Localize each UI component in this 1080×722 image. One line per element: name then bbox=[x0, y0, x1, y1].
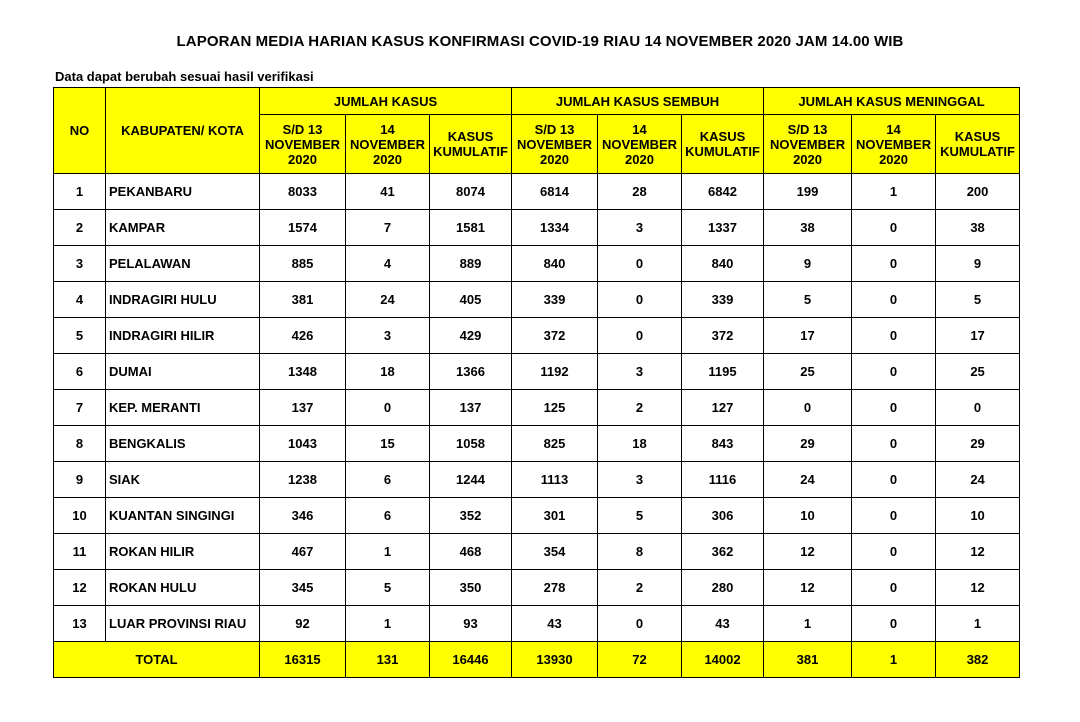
table-row bbox=[54, 462, 1020, 498]
value-cell-deaths-until-13-nov: 25 bbox=[764, 354, 852, 390]
value-cell-recovered-until-13-nov: 301 bbox=[512, 498, 598, 534]
value-cell-cases-14-nov: 18 bbox=[346, 354, 430, 390]
value-cell-cases-14-nov: 15 bbox=[346, 426, 430, 462]
value-cell-recovered-until-13-nov: 6814 bbox=[512, 174, 598, 210]
total-cell-deaths-until-13-nov: 381 bbox=[764, 642, 852, 678]
header-sub-line: KUMULATIF bbox=[940, 144, 1015, 159]
header-group-cases: JUMLAH KASUS bbox=[260, 88, 512, 115]
value-cell-recovered-until-13-nov: 354 bbox=[512, 534, 598, 570]
value-cell-cases-until-13-nov: 345 bbox=[260, 570, 346, 606]
value-cell-deaths-14-nov: 0 bbox=[852, 210, 936, 246]
table-row bbox=[54, 498, 1020, 534]
value-cell-recovered-cumulative: 127 bbox=[682, 390, 764, 426]
value-cell-deaths-14-nov: 0 bbox=[852, 318, 936, 354]
value-cell-cases-cumulative: 468 bbox=[430, 534, 512, 570]
row-number: 8 bbox=[54, 426, 106, 462]
value-cell-recovered-cumulative: 372 bbox=[682, 318, 764, 354]
header-sub-line: NOVEMBER bbox=[855, 136, 932, 152]
header-deaths-cumulative bbox=[936, 115, 1020, 174]
value-cell-cases-until-13-nov: 467 bbox=[260, 534, 346, 570]
value-cell-recovered-until-13-nov: 43 bbox=[512, 606, 598, 642]
header-deaths-until-13-nov bbox=[764, 115, 852, 174]
value-cell-deaths-until-13-nov: 5 bbox=[764, 282, 852, 318]
region-name: PEKANBARU bbox=[106, 174, 260, 210]
value-cell-recovered-until-13-nov: 339 bbox=[512, 282, 598, 318]
value-cell-cases-14-nov: 4 bbox=[346, 246, 430, 282]
value-cell-cases-14-nov: 5 bbox=[346, 570, 430, 606]
value-cell-deaths-cumulative: 1 bbox=[936, 606, 1020, 642]
value-cell-recovered-until-13-nov: 1334 bbox=[512, 210, 598, 246]
row-number: 3 bbox=[54, 246, 106, 282]
header-sub-line: NOVEMBER bbox=[349, 136, 426, 152]
header-sub-line: 14 bbox=[380, 121, 395, 137]
value-cell-cases-14-nov: 1 bbox=[346, 606, 430, 642]
value-cell-cases-cumulative: 1581 bbox=[430, 210, 512, 246]
header-sub-line: 2020 bbox=[373, 151, 402, 167]
table-row bbox=[54, 390, 1020, 426]
total-cell-deaths-14-nov: 1 bbox=[852, 642, 936, 678]
value-cell-recovered-14-nov: 28 bbox=[598, 174, 682, 210]
total-cell-recovered-cumulative: 14002 bbox=[682, 642, 764, 678]
value-cell-recovered-until-13-nov: 825 bbox=[512, 426, 598, 462]
table-row bbox=[54, 282, 1020, 318]
header-sub-line: 14 bbox=[632, 121, 647, 137]
value-cell-recovered-until-13-nov: 840 bbox=[512, 246, 598, 282]
header-sub-line: KASUS bbox=[954, 129, 1001, 144]
value-cell-deaths-14-nov: 0 bbox=[852, 282, 936, 318]
value-cell-deaths-until-13-nov: 1 bbox=[764, 606, 852, 642]
region-name: ROKAN HILIR bbox=[106, 534, 260, 570]
value-cell-deaths-cumulative: 12 bbox=[936, 534, 1020, 570]
header-recovered-14-nov bbox=[598, 115, 682, 174]
total-cell-recovered-until-13-nov: 13930 bbox=[512, 642, 598, 678]
value-cell-deaths-14-nov: 0 bbox=[852, 534, 936, 570]
table-row bbox=[54, 210, 1020, 246]
value-cell-deaths-cumulative: 12 bbox=[936, 570, 1020, 606]
region-name: INDRAGIRI HULU bbox=[106, 282, 260, 318]
row-number: 7 bbox=[54, 390, 106, 426]
value-cell-cases-cumulative: 93 bbox=[430, 606, 512, 642]
header-region: KABUPATEN/ KOTA bbox=[106, 88, 260, 174]
value-cell-deaths-14-nov: 0 bbox=[852, 354, 936, 390]
value-cell-deaths-cumulative: 0 bbox=[936, 390, 1020, 426]
table-row bbox=[54, 246, 1020, 282]
row-number: 1 bbox=[54, 174, 106, 210]
region-name: SIAK bbox=[106, 462, 260, 498]
total-cell-cases-cumulative: 16446 bbox=[430, 642, 512, 678]
value-cell-deaths-cumulative: 38 bbox=[936, 210, 1020, 246]
region-name: KEP. MERANTI bbox=[106, 390, 260, 426]
value-cell-deaths-until-13-nov: 12 bbox=[764, 534, 852, 570]
value-cell-cases-14-nov: 3 bbox=[346, 318, 430, 354]
value-cell-cases-cumulative: 350 bbox=[430, 570, 512, 606]
header-recovered-until-13-nov bbox=[512, 115, 598, 174]
report-title: LAPORAN MEDIA HARIAN KASUS KONFIRMASI COVID-19 RIAU 14 NOVEMBER 2020 JAM 14.00 WIB bbox=[176, 33, 904, 50]
value-cell-recovered-cumulative: 840 bbox=[682, 246, 764, 282]
value-cell-deaths-14-nov: 0 bbox=[852, 246, 936, 282]
table-row bbox=[54, 318, 1020, 354]
value-cell-cases-14-nov: 6 bbox=[346, 498, 430, 534]
value-cell-deaths-until-13-nov: 29 bbox=[764, 426, 852, 462]
header-recovered-cumulative bbox=[682, 115, 764, 174]
header-sub-line: 2020 bbox=[793, 151, 822, 167]
value-cell-deaths-cumulative: 17 bbox=[936, 318, 1020, 354]
row-number: 6 bbox=[54, 354, 106, 390]
row-number: 2 bbox=[54, 210, 106, 246]
value-cell-cases-cumulative: 1366 bbox=[430, 354, 512, 390]
value-cell-deaths-until-13-nov: 17 bbox=[764, 318, 852, 354]
row-number: 12 bbox=[54, 570, 106, 606]
row-number: 10 bbox=[54, 498, 106, 534]
value-cell-recovered-14-nov: 3 bbox=[598, 210, 682, 246]
value-cell-cases-until-13-nov: 381 bbox=[260, 282, 346, 318]
header-cases-until-13-nov bbox=[260, 115, 346, 174]
region-name: ROKAN HULU bbox=[106, 570, 260, 606]
value-cell-recovered-cumulative: 1195 bbox=[682, 354, 764, 390]
value-cell-recovered-until-13-nov: 372 bbox=[512, 318, 598, 354]
header-sub-line: KASUS bbox=[447, 129, 494, 144]
covid-cases-table bbox=[53, 87, 1020, 678]
header-sub-line: NOVEMBER bbox=[516, 136, 593, 152]
header-sub-line: 2020 bbox=[879, 151, 908, 167]
value-cell-deaths-14-nov: 0 bbox=[852, 606, 936, 642]
value-cell-recovered-14-nov: 0 bbox=[598, 318, 682, 354]
header-sub-line: S/D 13 bbox=[282, 121, 323, 137]
value-cell-recovered-until-13-nov: 1192 bbox=[512, 354, 598, 390]
total-cell-cases-14-nov: 131 bbox=[346, 642, 430, 678]
total-cell-recovered-14-nov: 72 bbox=[598, 642, 682, 678]
row-number: 13 bbox=[54, 606, 106, 642]
value-cell-cases-until-13-nov: 426 bbox=[260, 318, 346, 354]
value-cell-cases-cumulative: 8074 bbox=[430, 174, 512, 210]
total-label: TOTAL bbox=[54, 642, 260, 678]
value-cell-cases-until-13-nov: 8033 bbox=[260, 174, 346, 210]
value-cell-deaths-until-13-nov: 38 bbox=[764, 210, 852, 246]
value-cell-recovered-14-nov: 8 bbox=[598, 534, 682, 570]
value-cell-deaths-cumulative: 10 bbox=[936, 498, 1020, 534]
header-sub-line: S/D 13 bbox=[534, 121, 575, 137]
header-group-deaths: JUMLAH KASUS MENINGGAL bbox=[764, 88, 1020, 115]
value-cell-recovered-cumulative: 306 bbox=[682, 498, 764, 534]
value-cell-cases-cumulative: 405 bbox=[430, 282, 512, 318]
value-cell-deaths-cumulative: 200 bbox=[936, 174, 1020, 210]
value-cell-deaths-until-13-nov: 24 bbox=[764, 462, 852, 498]
header-sub-line: 14 bbox=[886, 121, 901, 137]
row-number: 4 bbox=[54, 282, 106, 318]
header-sub-line: 2020 bbox=[625, 151, 654, 167]
value-cell-recovered-14-nov: 5 bbox=[598, 498, 682, 534]
region-name: KAMPAR bbox=[106, 210, 260, 246]
region-name: DUMAI bbox=[106, 354, 260, 390]
value-cell-deaths-until-13-nov: 9 bbox=[764, 246, 852, 282]
value-cell-deaths-until-13-nov: 10 bbox=[764, 498, 852, 534]
header-group-recovered: JUMLAH KASUS SEMBUH bbox=[512, 88, 764, 115]
value-cell-cases-until-13-nov: 1238 bbox=[260, 462, 346, 498]
header-sub-line: S/D 13 bbox=[787, 121, 828, 137]
value-cell-cases-cumulative: 352 bbox=[430, 498, 512, 534]
value-cell-recovered-14-nov: 18 bbox=[598, 426, 682, 462]
value-cell-cases-until-13-nov: 1574 bbox=[260, 210, 346, 246]
value-cell-cases-cumulative: 137 bbox=[430, 390, 512, 426]
header-sub-line: NOVEMBER bbox=[601, 136, 678, 152]
value-cell-cases-14-nov: 1 bbox=[346, 534, 430, 570]
row-number: 5 bbox=[54, 318, 106, 354]
value-cell-cases-cumulative: 429 bbox=[430, 318, 512, 354]
region-name: BENGKALIS bbox=[106, 426, 260, 462]
value-cell-recovered-14-nov: 0 bbox=[598, 606, 682, 642]
header-no: NO bbox=[54, 88, 106, 174]
header-sub-line: KUMULATIF bbox=[685, 144, 760, 159]
value-cell-recovered-cumulative: 843 bbox=[682, 426, 764, 462]
value-cell-cases-14-nov: 41 bbox=[346, 174, 430, 210]
value-cell-cases-until-13-nov: 92 bbox=[260, 606, 346, 642]
value-cell-cases-until-13-nov: 1043 bbox=[260, 426, 346, 462]
value-cell-cases-until-13-nov: 1348 bbox=[260, 354, 346, 390]
total-cell-deaths-cumulative: 382 bbox=[936, 642, 1020, 678]
total-row bbox=[54, 642, 1020, 678]
value-cell-deaths-cumulative: 25 bbox=[936, 354, 1020, 390]
value-cell-deaths-cumulative: 29 bbox=[936, 426, 1020, 462]
value-cell-cases-until-13-nov: 137 bbox=[260, 390, 346, 426]
header-sub-line: NOVEMBER bbox=[264, 136, 341, 152]
value-cell-recovered-cumulative: 1116 bbox=[682, 462, 764, 498]
table-row bbox=[54, 570, 1020, 606]
table-row bbox=[54, 174, 1020, 210]
value-cell-deaths-cumulative: 24 bbox=[936, 462, 1020, 498]
header-sub-line: NOVEMBER bbox=[769, 136, 846, 152]
table-row bbox=[54, 606, 1020, 642]
total-cell-cases-until-13-nov: 16315 bbox=[260, 642, 346, 678]
value-cell-recovered-cumulative: 43 bbox=[682, 606, 764, 642]
table-row bbox=[54, 426, 1020, 462]
value-cell-recovered-cumulative: 1337 bbox=[682, 210, 764, 246]
value-cell-deaths-until-13-nov: 199 bbox=[764, 174, 852, 210]
value-cell-cases-cumulative: 889 bbox=[430, 246, 512, 282]
value-cell-cases-until-13-nov: 346 bbox=[260, 498, 346, 534]
value-cell-deaths-until-13-nov: 0 bbox=[764, 390, 852, 426]
value-cell-cases-cumulative: 1244 bbox=[430, 462, 512, 498]
value-cell-deaths-until-13-nov: 12 bbox=[764, 570, 852, 606]
value-cell-deaths-14-nov: 0 bbox=[852, 390, 936, 426]
value-cell-recovered-until-13-nov: 125 bbox=[512, 390, 598, 426]
value-cell-deaths-14-nov: 0 bbox=[852, 426, 936, 462]
header-sub-line: KUMULATIF bbox=[433, 144, 508, 159]
value-cell-recovered-14-nov: 3 bbox=[598, 462, 682, 498]
header-sub-line: 2020 bbox=[540, 151, 569, 167]
value-cell-recovered-cumulative: 339 bbox=[682, 282, 764, 318]
region-name: LUAR PROVINSI RIAU bbox=[106, 606, 260, 642]
value-cell-cases-14-nov: 24 bbox=[346, 282, 430, 318]
value-cell-recovered-cumulative: 362 bbox=[682, 534, 764, 570]
value-cell-cases-14-nov: 7 bbox=[346, 210, 430, 246]
value-cell-deaths-14-nov: 1 bbox=[852, 174, 936, 210]
value-cell-cases-until-13-nov: 885 bbox=[260, 246, 346, 282]
value-cell-recovered-14-nov: 0 bbox=[598, 282, 682, 318]
header-sub-line: KASUS bbox=[699, 129, 746, 144]
region-name: KUANTAN SINGINGI bbox=[106, 498, 260, 534]
region-name: INDRAGIRI HILIR bbox=[106, 318, 260, 354]
region-name: PELALAWAN bbox=[106, 246, 260, 282]
table-row bbox=[54, 534, 1020, 570]
value-cell-recovered-14-nov: 2 bbox=[598, 390, 682, 426]
value-cell-deaths-14-nov: 0 bbox=[852, 498, 936, 534]
value-cell-deaths-14-nov: 0 bbox=[852, 570, 936, 606]
value-cell-deaths-cumulative: 5 bbox=[936, 282, 1020, 318]
value-cell-cases-14-nov: 0 bbox=[346, 390, 430, 426]
header-cases-14-nov bbox=[346, 115, 430, 174]
value-cell-recovered-14-nov: 0 bbox=[598, 246, 682, 282]
value-cell-deaths-cumulative: 9 bbox=[936, 246, 1020, 282]
value-cell-recovered-until-13-nov: 1113 bbox=[512, 462, 598, 498]
row-number: 9 bbox=[54, 462, 106, 498]
value-cell-cases-cumulative: 1058 bbox=[430, 426, 512, 462]
row-number: 11 bbox=[54, 534, 106, 570]
header-sub-line: 2020 bbox=[288, 151, 317, 167]
header-cases-cumulative bbox=[430, 115, 512, 174]
value-cell-cases-14-nov: 6 bbox=[346, 462, 430, 498]
table-row bbox=[54, 354, 1020, 390]
value-cell-recovered-14-nov: 3 bbox=[598, 354, 682, 390]
value-cell-recovered-cumulative: 280 bbox=[682, 570, 764, 606]
value-cell-recovered-until-13-nov: 278 bbox=[512, 570, 598, 606]
value-cell-deaths-14-nov: 0 bbox=[852, 462, 936, 498]
header-deaths-14-nov bbox=[852, 115, 936, 174]
value-cell-recovered-cumulative: 6842 bbox=[682, 174, 764, 210]
verification-note: Data dapat berubah sesuai hasil verifikasi bbox=[55, 69, 314, 84]
value-cell-recovered-14-nov: 2 bbox=[598, 570, 682, 606]
